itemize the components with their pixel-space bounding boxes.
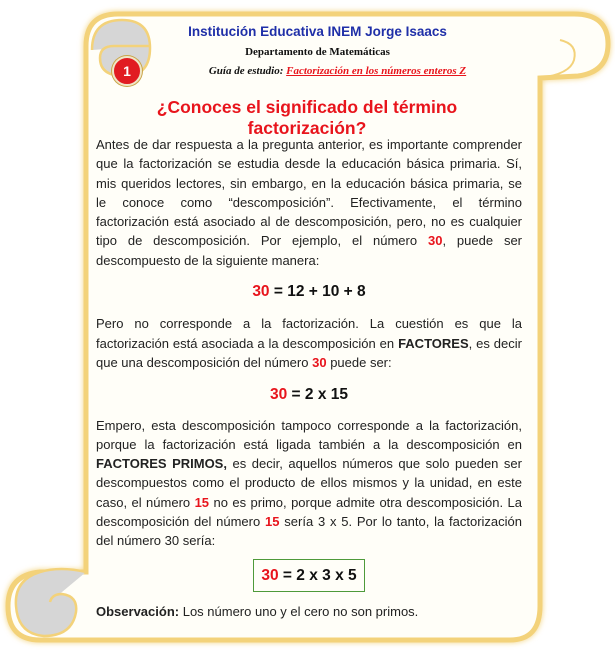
paragraph-text: Empero, esta descomposición tampoco corresponde a la factorización, porque la factorización está ligada también a la descomposición en: [96, 417, 522, 452]
equation-sum: [96, 282, 522, 301]
observation-label: Observación:: [96, 603, 180, 619]
equation-factorization-box: [253, 559, 365, 592]
equation-rhs: = 2 x 3 x 5: [278, 566, 357, 584]
paragraph-text: es decir, aquellos números que solo pueden ser descompuestos como el producto de ellos mismos y la unidad, en este caso, el número: [96, 456, 522, 510]
page-number-badge: 1: [112, 56, 142, 86]
number-highlight: 30: [312, 354, 327, 370]
guide-prefix: Guía de estudio:: [208, 65, 284, 77]
paragraph-text: no es primo, porque admite otra descomposición. La descomposición del número: [96, 494, 522, 530]
guide-topic: Factorización en los números enteros Z: [286, 65, 467, 77]
paragraph-intro: [96, 135, 522, 270]
equation-rhs: = 12 + 10 + 8: [269, 283, 366, 301]
paragraph-text: Antes de dar respuesta a la pregunta anterior, es importante comprender que la factorización se estudia desde la educación básica primaria. Sí, mis queridos lectores, sin embargo, en la educación básica primaria, se le conoce como “descomposición”. Efectivamente, el término factorización está asociado al de descomposición, pero, no es cualquier tipo de descomposición. Por ejemplo, el número: [96, 137, 522, 249]
school-name: Institución Educativa INEM Jorge Isaacs: [188, 24, 447, 39]
department-name: Departamento de Matemáticas: [245, 46, 390, 58]
number-highlight: 15: [265, 514, 280, 530]
paragraph-text: , puede ser descompuesto de la siguiente manera:: [96, 233, 523, 268]
bold-term: FACTORES PRIMOS,: [96, 456, 227, 472]
paragraph-text: sería 3 x 5. Por lo tanto, la factorización del número 30 sería:: [96, 514, 522, 549]
paragraph-primes: [96, 416, 522, 551]
observation-text: Los número uno y el cero no son primos.: [182, 603, 419, 619]
paragraph-text: puede ser:: [330, 354, 392, 370]
equation-rhs: = 2 x 15: [287, 386, 348, 404]
number-highlight: 30: [427, 233, 443, 249]
number-highlight: 15: [194, 494, 210, 510]
bold-term: FACTORES: [398, 335, 469, 351]
paragraph-text: Pero no corresponde a la factorización. La cuestión es que la factorización está asociada a la descomposición en: [96, 316, 522, 351]
equation-lhs: 30: [252, 283, 270, 301]
equation-product: [96, 385, 522, 404]
observation-note: [96, 602, 522, 621]
document-body: [96, 135, 522, 621]
equation-lhs: 30: [261, 566, 279, 584]
page-title: ¿Conoces el significado del término factorización?: [156, 97, 458, 138]
equation-lhs: 30: [269, 386, 288, 404]
paragraph-factors: [96, 314, 522, 372]
paragraph-text: , es decir que una descomposición del número: [96, 335, 522, 370]
